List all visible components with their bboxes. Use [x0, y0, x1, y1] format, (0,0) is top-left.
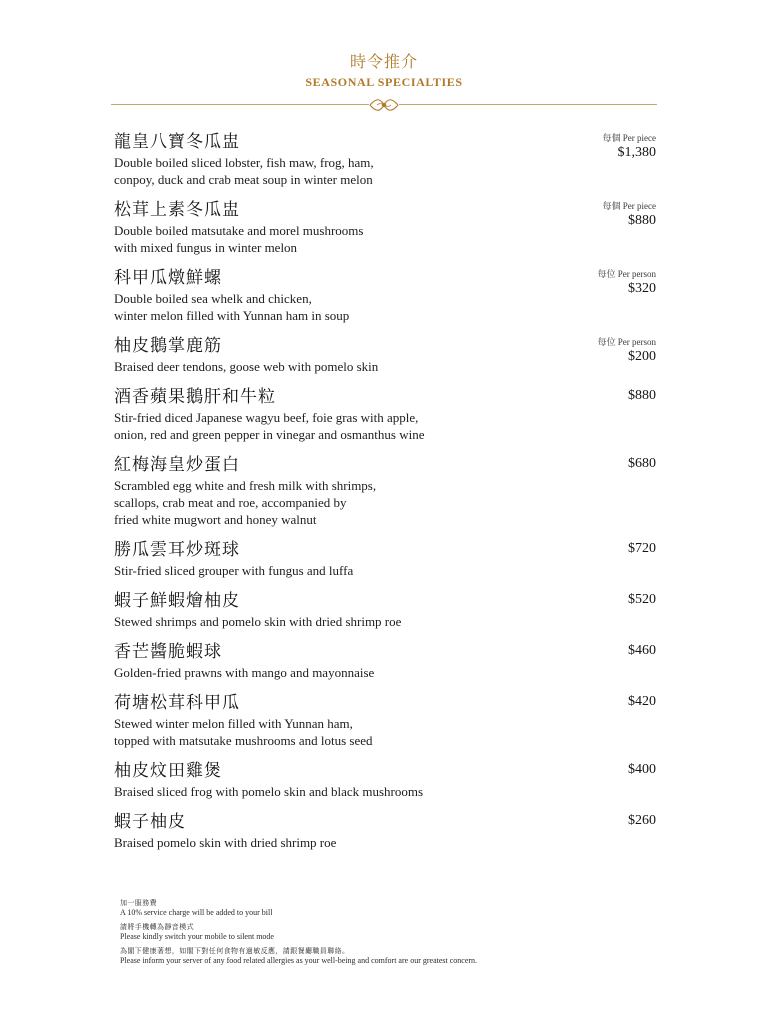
allergy-note [120, 946, 680, 966]
dish-price: $1,380 [617, 145, 656, 160]
section-title-chinese: 時令推介 [349, 52, 418, 71]
service-charge-note [120, 898, 680, 918]
dish-name-chinese: 酒香蘋果鵝肝和牛粒 [114, 387, 276, 407]
dish-price: $420 [628, 694, 656, 709]
dish-price: $520 [628, 592, 656, 607]
dish-name-chinese: 柚皮炆田雞煲 [114, 761, 222, 781]
allergy-chinese: 為閣下健康著想，如閣下對任何食物有過敏反應，請跟餐廳職員聯絡。 [120, 947, 350, 955]
menu-item-price-block [556, 589, 656, 609]
menu-footer-notes [120, 898, 680, 966]
dish-name-chinese: 松茸上素冬瓜盅 [114, 200, 240, 220]
dish-price: $260 [628, 813, 656, 828]
dish-price: $400 [628, 762, 656, 777]
dish-description-line: conpoy, duck and crab meat soup in winter melon [114, 172, 373, 187]
menu-item [114, 538, 656, 579]
header-divider [111, 100, 657, 110]
mobile-silent-note [120, 922, 680, 942]
menu-item [114, 640, 656, 681]
dish-description-line: Scrambled egg white and fresh milk with shrimps, [114, 478, 377, 493]
menu-item-price-block [556, 266, 656, 298]
dish-name-chinese: 蝦子鮮蝦燴柚皮 [114, 591, 240, 611]
menu-item-text [114, 130, 554, 188]
menu-item-text [114, 810, 554, 851]
menu-header [0, 52, 768, 90]
price-unit: 每位 Per person [597, 337, 656, 347]
dish-description-line: Double boiled sea whelk and chicken, [114, 291, 312, 306]
dish-description-line: winter melon filled with Yunnan ham in soup [114, 308, 350, 323]
dish-description-line: Stewed winter melon filled with Yunnan ham, [114, 716, 353, 731]
menu-item-price-block [556, 691, 656, 711]
menu-item-text [114, 198, 554, 256]
dish-name-chinese: 科甲瓜燉鮮螺 [114, 268, 222, 288]
menu-item [114, 453, 656, 528]
dish-name-chinese: 荷塘松茸科甲瓜 [114, 693, 240, 713]
menu-item-text [114, 538, 554, 579]
dish-description-line: Stir-fried sliced grouper with fungus and luffa [114, 563, 354, 578]
dish-price: $720 [628, 541, 656, 556]
mobile-silent-chinese: 請將手機轉為靜音模式 [120, 923, 194, 931]
dish-description-line: Stir-fried diced Japanese wagyu beef, foie gras with apple, [114, 410, 419, 425]
menu-item-text [114, 453, 554, 528]
dish-price: $460 [628, 643, 656, 658]
service-charge-english: A 10% service charge will be added to your bill [120, 908, 273, 917]
menu-item [114, 691, 656, 749]
mobile-silent-english: Please kindly switch your mobile to silent mode [120, 932, 274, 941]
dish-name-chinese: 柚皮鵝掌鹿筋 [114, 336, 222, 356]
menu-item-price-block [556, 198, 656, 230]
dish-description-line: Braised sliced frog with pomelo skin and black mushrooms [114, 784, 424, 799]
menu-item-price-block [556, 538, 656, 558]
menu-item-price-block [556, 453, 656, 473]
seasonal-menu-list [114, 130, 656, 851]
dish-description-line: Double boiled sliced lobster, fish maw, frog, ham, [114, 155, 374, 170]
dish-name-chinese: 紅梅海皇炒蛋白 [114, 455, 240, 475]
menu-item [114, 589, 656, 630]
dish-price: $880 [628, 213, 656, 228]
menu-item-price-block [556, 759, 656, 779]
menu-item-text [114, 759, 554, 800]
menu-item [114, 334, 656, 375]
menu-item-text [114, 691, 554, 749]
menu-item-price-block [556, 810, 656, 830]
dish-description-line: with mixed fungus in winter melon [114, 240, 298, 255]
price-unit: 每個 Per piece [602, 133, 656, 143]
menu-item-price-block [556, 334, 656, 366]
menu-item-text [114, 385, 554, 443]
dish-name-chinese: 蝦子柚皮 [114, 812, 186, 832]
dish-description-line: fried white mugwort and honey walnut [114, 512, 317, 527]
dish-price: $320 [628, 281, 656, 296]
divider-ornament-icon [369, 96, 399, 114]
dish-description-line: Double boiled matsutake and morel mushrooms [114, 223, 364, 238]
menu-item-text [114, 589, 554, 630]
section-title-english: SEASONAL SPECIALTIES [305, 75, 463, 89]
divider-left-line [111, 104, 369, 105]
menu-item-text [114, 640, 554, 681]
dish-description-line: scallops, crab meat and roe, accompanied by [114, 495, 347, 510]
divider-right-line [399, 104, 657, 105]
menu-item-price-block [556, 640, 656, 660]
menu-item [114, 130, 656, 188]
menu-item-text [114, 334, 554, 375]
price-unit: 每位 Per person [597, 269, 656, 279]
dish-description-line: Braised deer tendons, goose web with pomelo skin [114, 359, 379, 374]
dish-description-line: topped with matsutake mushrooms and lotus seed [114, 733, 373, 748]
menu-item [114, 810, 656, 851]
dish-price: $680 [628, 456, 656, 471]
menu-item-text [114, 266, 554, 324]
dish-price: $880 [628, 388, 656, 403]
dish-name-chinese: 香芒醬脆蝦球 [114, 642, 222, 662]
dish-name-chinese: 龍皇八寶冬瓜盅 [114, 132, 240, 152]
menu-item [114, 759, 656, 800]
menu-item [114, 385, 656, 443]
dish-description-line: Golden-fried prawns with mango and mayonnaise [114, 665, 375, 680]
dish-name-chinese: 勝瓜雲耳炒斑球 [114, 540, 240, 560]
price-unit: 每個 Per piece [602, 201, 656, 211]
dish-description-line: onion, red and green pepper in vinegar and osmanthus wine [114, 427, 425, 442]
allergy-english: Please inform your server of any food related allergies as your well-being and comfort are our greatest concern. [120, 956, 478, 965]
menu-item [114, 198, 656, 256]
menu-item-price-block [556, 385, 656, 405]
dish-description-line: Stewed shrimps and pomelo skin with dried shrimp roe [114, 614, 402, 629]
menu-item [114, 266, 656, 324]
menu-item-price-block [556, 130, 656, 162]
service-charge-chinese: 加一服務費 [120, 899, 157, 907]
dish-price: $200 [628, 349, 656, 364]
dish-description-line: Braised pomelo skin with dried shrimp roe [114, 835, 337, 850]
